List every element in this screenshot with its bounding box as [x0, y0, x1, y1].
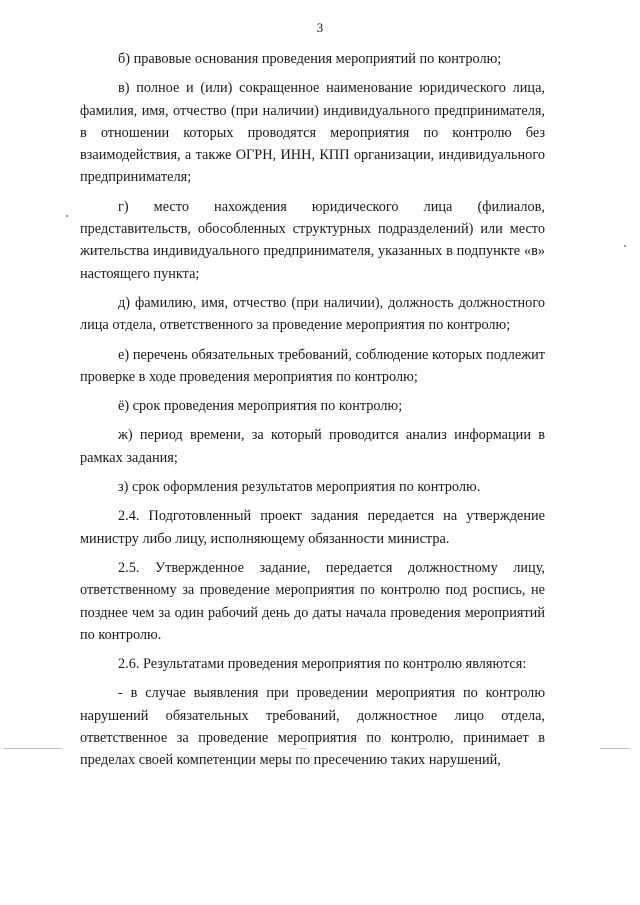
scan-artifact-line-right	[600, 748, 630, 749]
scan-artifact-line-left	[4, 748, 62, 749]
paragraph-2-6: 2.6. Результатами проведения мероприятия по контролю являются:	[118, 656, 527, 673]
paragraph-g: г) место нахождения юридического лица (филиалов, представительств, обособленных структурных подразделений) или место жительства индивидуального предпринимателя, указанных в подпункте «в» настоящего пункта;	[80, 198, 545, 282]
paragraph-v: в) полное и (или) сокращенное наименование юридического лица, фамилия, имя, отчество (при наличии) индивидуального предпринимателя, в отношении которых проводятся мероприятия по контролю без взаимодействия, а также ОГРН, ИНН, КПП организации, индивидуального предпринимателя;	[80, 80, 545, 186]
paragraph-2-4: 2.4. Подготовленный проект задания передается на утверждение министру либо лицу, исполняющему обязанности министра.	[80, 508, 545, 547]
paragraph-2-6-item: - в случае выявления при проведении мероприятия по контролю нарушений обязательных требований, должностное лицо отдела, ответственное за проведение мероприятия по контролю, принимает в пределах своей компетенции меры по пресечению таких нарушений,	[80, 685, 545, 769]
document-body	[80, 48, 545, 779]
paragraph-d: д) фамилию, имя, отчество (при наличии), должность должностного лица отдела, ответственного за проведение мероприятия по контролю;	[80, 294, 545, 334]
paragraph-2-5: 2.5. Утвержденное задание, передается должностному лицу, ответственному за проведение мероприятия по контролю под роспись, не позднее чем за один рабочий день до даты начала проведения мероприятий по контролю.	[80, 559, 545, 643]
paragraph-zh: ж) период времени, за который проводится анализ информации в рамках задания;	[80, 427, 545, 466]
scan-artifact-line-mid	[300, 748, 306, 749]
paragraph-b: б) правовые основания проведения мероприятий по контролю;	[118, 51, 502, 67]
scan-artifact-dot-right	[624, 245, 626, 247]
paragraph-z: з) срок оформления результатов мероприятия по контролю.	[118, 479, 481, 496]
scan-artifact-dot-left	[66, 215, 68, 217]
paragraph-e: е) перечень обязательных требований, соблюдение которых подлежит проверке в ходе проведения мероприятия по контролю;	[80, 346, 545, 385]
page-number: 3	[316, 20, 324, 35]
paragraph-yo: ё) срок проведения мероприятия по контролю;	[118, 398, 403, 415]
